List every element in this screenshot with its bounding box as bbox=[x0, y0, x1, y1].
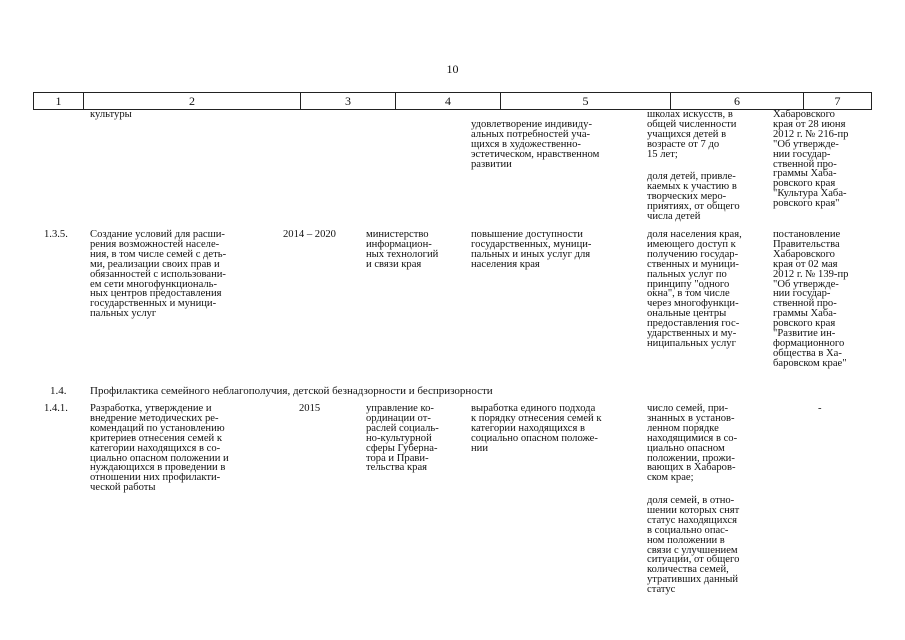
row-141-number: 1.4.1. bbox=[44, 403, 68, 414]
header-col-2: 2 bbox=[83, 93, 300, 109]
cont-col7: Хабаровского края от 28 июня 2012 г. № 216-пр "Об утвержде- нии государ- ственной про- граммы Хаба- ровского края "Культура Хаба- ровского края" bbox=[773, 109, 849, 210]
row-135-col6: доля населения края, имеющего доступ к получению государ- ственных и муници- пальных услуг по принципу "одного окна", в том числе через многофункци- ональные центры предоставления гос- ударственных и му- ниципальных услуг bbox=[647, 229, 742, 349]
cont-col6b: доля детей, привле- каемых к участию в творческих меро- приятиях, от общего числа детей bbox=[647, 171, 740, 222]
table-header bbox=[33, 92, 872, 110]
cont-col6a: школах искусств, в общей численности учащихся детей в возрасте от 7 до 15 лет; bbox=[647, 109, 737, 160]
header-col-6: 6 bbox=[670, 93, 803, 109]
header-col-5: 5 bbox=[500, 93, 670, 109]
header-col-4: 4 bbox=[395, 93, 500, 109]
header-col-1: 1 bbox=[55, 94, 62, 108]
cont-col2: культуры bbox=[90, 109, 132, 120]
row-135-number: 1.3.5. bbox=[44, 229, 68, 240]
page-number: 10 bbox=[446, 62, 459, 76]
row-141-col6b: доля семей, в отно- шении которых снят статус находящихся в социально опас- ном положении в связи с улучшением ситуации, от общего количества семей, утративших данный статус bbox=[647, 495, 740, 596]
section-14-number: 1.4. bbox=[50, 385, 67, 397]
row-135-col2: Создание условий для расши- рения возможностей населе- ния, в том числе семей с деть- ми, реализации своих прав и обязанностей с использовани- ем сети многофункциональ- ных центров предоставления государственных и муници- пальных услуг bbox=[90, 229, 227, 320]
row-141-col5: выработка единого подхода к порядку отнесения семей к категории находящихся в социально опасном положе- нии bbox=[471, 403, 602, 454]
row-135-col5: повышение доступности государственных, муници- пальных и иных услуг для населения края bbox=[471, 229, 592, 270]
header-col-7: 7 bbox=[803, 93, 871, 109]
cont-col5: удовлетворение индивиду- альных потребностей уча- щихся в художественно- эстетическом, нравственном развитии bbox=[471, 119, 600, 170]
row-141-col7: - bbox=[818, 403, 822, 414]
header-col-3: 3 bbox=[300, 93, 395, 109]
row-141-col6a: число семей, при- знанных в установ- ленном порядке находящимися в со- циально опасном положении, прожи- вающих в Хабаров- ском крае; bbox=[647, 403, 738, 484]
section-14-title: Профилактика семейного неблагополучия, детской безнадзорности и беспризорности bbox=[90, 385, 493, 397]
row-141-col2: Разработка, утверждение и внедрение методических ре- комендаций по установлению критериев отнесения семей к категории находящихся в со- циально опасном положении и нуждающихся в проведении в отношении них профилакти- ческой работы bbox=[90, 403, 229, 494]
row-141-col4: управление ко- ординации от- раслей социаль- но-культурной сферы Губерна- тора и Прави- тельства края bbox=[366, 403, 439, 474]
row-135-col3: 2014 – 2020 bbox=[283, 229, 336, 240]
row-141-col3: 2015 bbox=[299, 403, 321, 414]
row-135-col7: постановление Правительства Хабаровского края от 02 мая 2012 г. № 139-пр "Об утвержде- нии государ- ственной про- граммы Хаба- ровского края "Развитие ин- формационного общества в Ха- баровском крае" bbox=[773, 229, 849, 369]
row-135-col4: министерство информацион- ных технологий и связи края bbox=[366, 229, 439, 270]
